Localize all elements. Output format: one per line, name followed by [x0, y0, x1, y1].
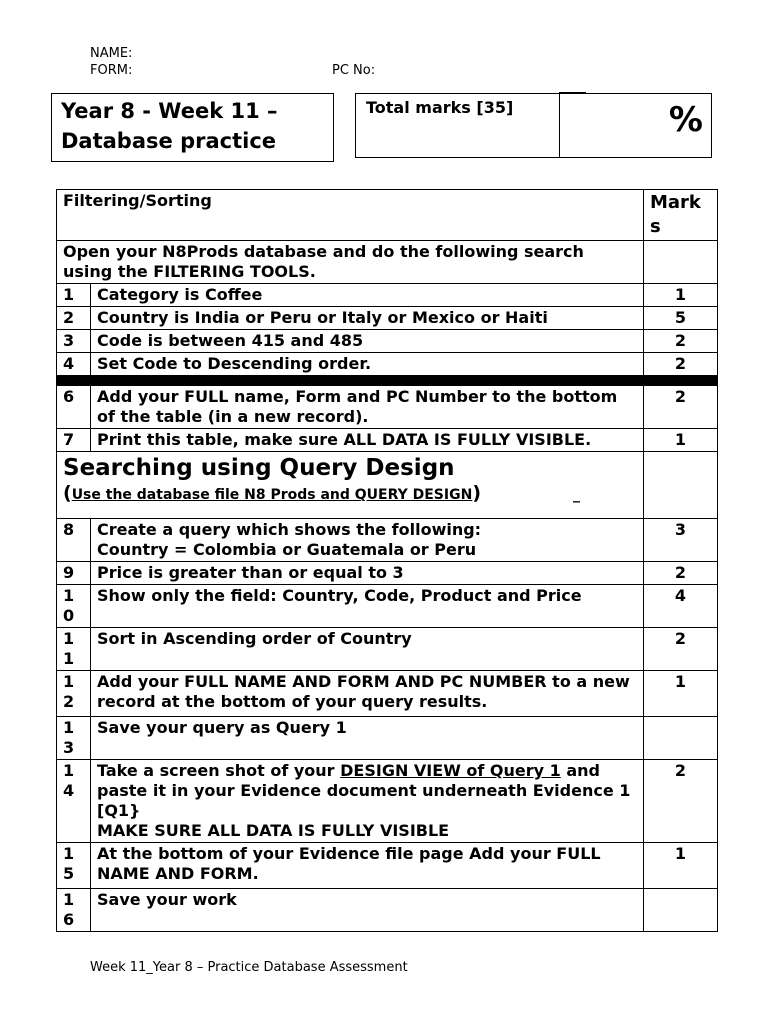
page-footer: Week 11_Year 8 – Practice Database Assessment	[90, 960, 408, 975]
mark-cell	[644, 452, 718, 519]
mark-cell: 3	[644, 519, 718, 562]
table-row	[57, 519, 718, 562]
task-text: Print this table, make sure ALL DATA IS FULLY VISIBLE.	[91, 429, 644, 452]
worksheet-title	[51, 93, 334, 162]
table-row	[57, 353, 718, 376]
table-row	[57, 843, 718, 889]
task-text: Save your query as Query 1	[91, 717, 644, 760]
task-table	[56, 189, 718, 932]
task-number: 11	[57, 628, 91, 671]
task-text-para	[97, 761, 637, 821]
mark-cell: 1	[644, 843, 718, 889]
task-number: 13	[57, 717, 91, 760]
title-line-1: Year 8 - Week 11 –	[61, 99, 278, 123]
section-title-filtering: Filtering/Sorting	[57, 190, 644, 241]
task-text: At the bottom of your Evidence file page Add your FULL NAME AND FORM.	[91, 843, 644, 889]
task-number: 15	[57, 843, 91, 889]
section-note	[63, 482, 637, 506]
task-text: Save your work	[91, 889, 644, 932]
task-text-pre: Take a screen shot of your	[97, 761, 341, 780]
task-number: 4	[57, 353, 91, 376]
table-row	[57, 889, 718, 932]
total-marks-label: Total marks [35]	[366, 98, 514, 117]
mark-cell: 2	[644, 562, 718, 585]
marks-column-header: Mark s	[644, 190, 718, 241]
task-text	[91, 760, 644, 843]
table-row	[57, 307, 718, 330]
mark-cell	[644, 889, 718, 932]
marks-box-tab-line	[559, 92, 586, 93]
section-divider-bar	[57, 376, 718, 386]
name-label: NAME:	[90, 46, 133, 61]
marks-box-divider	[559, 93, 560, 158]
section-header-row	[57, 190, 718, 241]
task-text: Show only the field: Country, Code, Product and Price	[91, 585, 644, 628]
task-text: Code is between 415 and 485	[91, 330, 644, 353]
mark-cell: 2	[644, 353, 718, 376]
task-text-line: Country = Colombia or Guatemala or Peru	[97, 540, 477, 559]
note-text: Use the database file N8 Prods and QUERY DESIGN	[71, 487, 473, 503]
task-text: Price is greater than or equal to 3	[91, 562, 644, 585]
section-intro-text: Open your N8Prods database and do the following search using the FILTERING TOOLS.	[57, 241, 644, 284]
table-row	[57, 330, 718, 353]
table-row	[57, 671, 718, 717]
note-close-paren: )	[472, 482, 481, 504]
mark-cell: 2	[644, 628, 718, 671]
task-number: 10	[57, 585, 91, 628]
table-row	[57, 386, 718, 429]
table-row	[57, 760, 718, 843]
task-number: 9	[57, 562, 91, 585]
task-text: Category is Coffee	[91, 284, 644, 307]
mark-cell: 2	[644, 760, 718, 843]
table-row	[57, 585, 718, 628]
table-row	[57, 717, 718, 760]
task-text-line: MAKE SURE ALL DATA IS FULLY VISIBLE	[97, 821, 450, 840]
task-number: 7	[57, 429, 91, 452]
task-text: Add your FULL NAME AND FORM AND PC NUMBER to a new record at the bottom of your query results.	[91, 671, 644, 717]
task-number: 6	[57, 386, 91, 429]
note-trailing-mark: _	[573, 487, 580, 503]
task-number: 3	[57, 330, 91, 353]
mark-cell: 1	[644, 429, 718, 452]
mark-cell: 2	[644, 386, 718, 429]
divider-cell	[57, 376, 718, 386]
task-number: 2	[57, 307, 91, 330]
task-number: 16	[57, 889, 91, 932]
section-intro-row	[57, 241, 718, 284]
mark-cell: 1	[644, 284, 718, 307]
table-row	[57, 284, 718, 307]
task-number: 12	[57, 671, 91, 717]
table-row	[57, 429, 718, 452]
task-text	[91, 519, 644, 562]
task-text-line: Create a query which shows the following:	[97, 520, 482, 539]
table-row	[57, 628, 718, 671]
note-open-paren: (	[63, 482, 72, 504]
task-number: 8	[57, 519, 91, 562]
pc-number-label: PC No:	[332, 63, 376, 78]
task-text: Country is India or Peru or Italy or Mexico or Haiti	[91, 307, 644, 330]
task-text: Set Code to Descending order.	[91, 353, 644, 376]
task-text-post: and paste it in your Evidence document underneath Evidence 1 [Q1}	[97, 761, 631, 820]
section-title-query: Searching using Query Design	[63, 455, 455, 481]
total-marks-box	[355, 93, 712, 158]
title-line-2: Database practice	[61, 129, 277, 153]
task-text: Sort in Ascending order of Country	[91, 628, 644, 671]
mark-cell	[644, 717, 718, 760]
mark-cell: 4	[644, 585, 718, 628]
mark-cell: 5	[644, 307, 718, 330]
table-row	[57, 562, 718, 585]
mark-cell: 1	[644, 671, 718, 717]
mark-cell: 2	[644, 330, 718, 353]
percent-field: %	[668, 100, 703, 140]
mark-cell	[644, 241, 718, 284]
task-number: 1	[57, 284, 91, 307]
section-header-row	[57, 452, 718, 519]
task-text-underlined: DESIGN VIEW of Query 1	[340, 761, 561, 780]
section-header-cell	[57, 452, 644, 519]
task-text: Add your FULL name, Form and PC Number to the bottom of the table (in a new record).	[91, 386, 644, 429]
form-label: FORM:	[90, 63, 133, 78]
task-number: 14	[57, 760, 91, 843]
